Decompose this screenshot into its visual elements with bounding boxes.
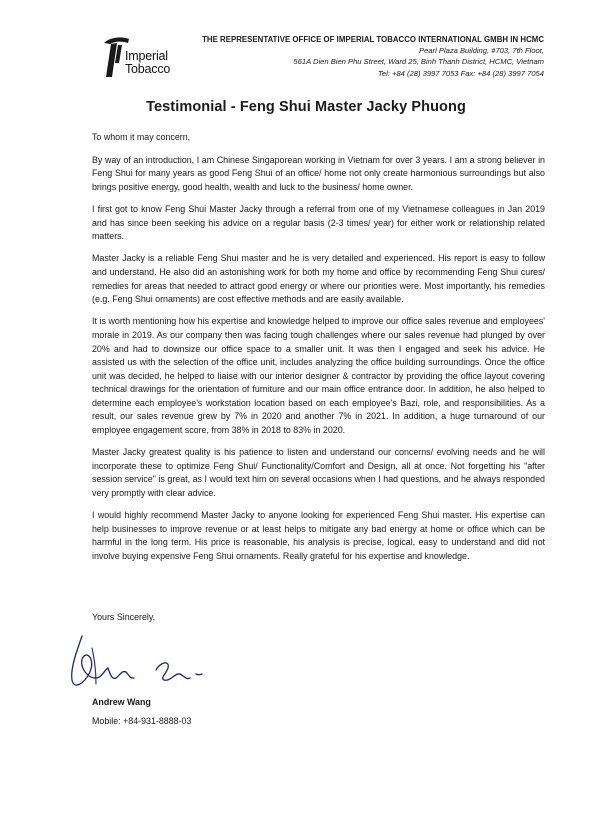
closing-line: Yours Sincerely, bbox=[92, 612, 156, 622]
paragraph-recommendation: I would highly recommend Master Jacky to anyone looking for experienced Feng Shui master. His expertise can help businesses to improve revenue or at least helps to mitigate any bad energy at home or office which can be harmful in the long term. His price is reasonable, his analysis is precise, logical, easy to understand and did not involve buying expensive Feng Shui ornaments. Really grateful for his expertise and knowledge. bbox=[92, 510, 545, 561]
company-name: THE REPRESENTATIVE OFFICE OF IMPERIAL TOBACCO INTERNATIONAL GMBH IN HCMC bbox=[202, 35, 544, 44]
handwritten-signature bbox=[60, 628, 240, 698]
letter-body bbox=[92, 131, 545, 572]
salutation: To whom it may concern, bbox=[92, 132, 191, 142]
paragraph-introduction: By way of an introduction, I am Chinese Singaporean working in Vietnam for over 3 years. I am a strong believer in Feng Shui for many years as good Feng Shui of an office/ home not only create harmonious surroundings but also brings positive energy, good health, wealth and luck to the business/ home owner. bbox=[92, 154, 545, 192]
logo-line-1: Imperial bbox=[125, 49, 168, 63]
company-header bbox=[124, 34, 544, 79]
company-address-line-2: 561A Dien Bien Phu Street, Ward 25, Binh Thanh District, HCMC, Vietnam bbox=[293, 57, 544, 67]
company-address-line-1: Pearl Plaza Building, #703, 7th Floor, bbox=[419, 46, 544, 56]
logo-line-2: Tobacco bbox=[125, 62, 171, 76]
paragraph-referral: I first got to know Feng Shui Master Jacky through a referral from one of my Vietnamese colleagues in Jan 2019 and has since been seeking his advice on a regular basis (2-3 times/ year) for either work or relationship related matters. bbox=[92, 203, 545, 242]
paragraph-quality: Master Jacky greatest quality is his patience to listen and understand our concerns/ evolving needs and he will incorporate these to optimize Feng Shui/ Functionality/Comfort and Design, all at once. Not forgetting his "after session service" is great, as I would text him on several occasions when I had questions, and he always responded very promptly with clear advice. bbox=[92, 447, 545, 499]
paragraph-reliability: Master Jacky is a reliable Feng Shui master and he is very detailed and experienced. His report is easy to follow and understand. He also did an astonishing work for both my home and office by recommending Feng Shui cures/ remedies for areas that needed to attract good energy or where our priorities were. Most importantly, his remedies (e.g. Feng Shui ornaments) are cost effective methods and are easily available. bbox=[92, 253, 545, 305]
letter-title: Testimonial - Feng Shui Master Jacky Phuong bbox=[146, 99, 466, 115]
signer-mobile: Mobile: +84-931-8888-03 bbox=[92, 716, 192, 726]
paragraph-results: It is worth mentioning how his expertise and knowledge helped to improve our office sales revenue and employees' morale in 2019. As our company then was facing tough challenges where our sales revenue had plunged by over 20% and had to downsize our office space to a smaller unit. It was then I engaged and seek his advice. He assisted us with the selection of the office unit, includes analyzing the office building surroundings. Once the office unit was decided, he helped to liaise with our interior designer & contractor by providing the office layout covering technical drawings for the orientation of furniture and our main office entrance door. In addition, he also helped to determine each employee's workstation location based on each employee's Bazi, role, and responsibilities. As a result, our sales revenue grew by 7% in 2020 and another 7% in 2021. In addition, a huge turnaround of our employee engagement score, from 38% in 2018 to 83% in 2020. bbox=[92, 316, 545, 436]
company-contact-line: Tel: +84 (28) 3997 7053 Fax: +84 (28) 3997 7054 bbox=[377, 68, 544, 78]
signer-name: Andrew Wang bbox=[92, 697, 151, 707]
